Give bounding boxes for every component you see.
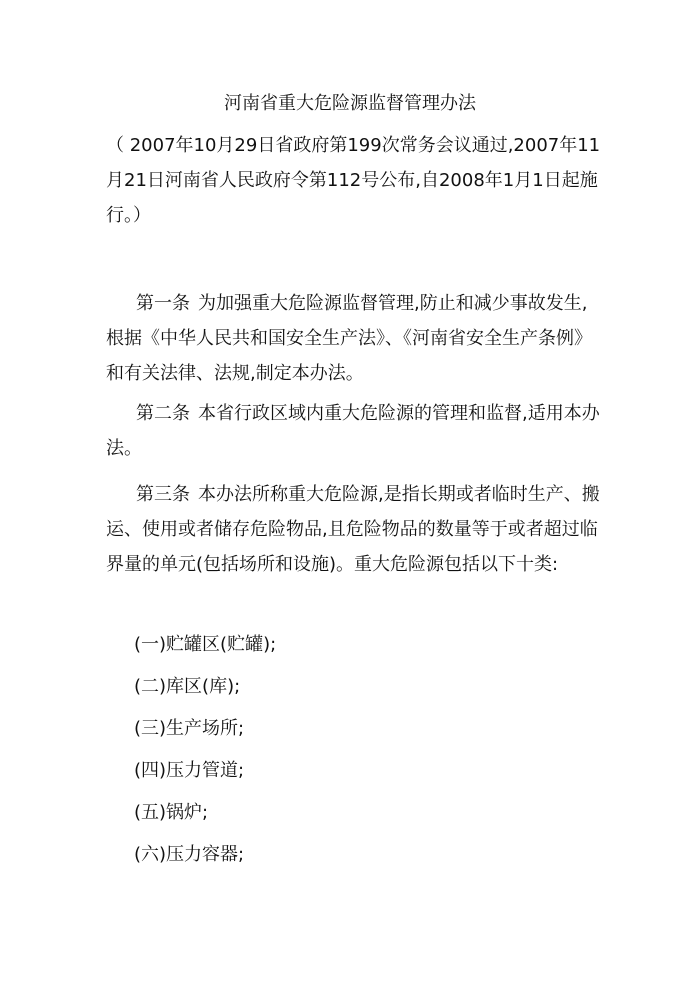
list-item: (六)压力容器;: [134, 844, 245, 865]
list-item: (二)库区(库);: [134, 676, 241, 697]
article-3-text: 本办法所称重大危险源,是指长期或者临时生产、搬运、使用或者储存危险物品,且危险物品的数量等于或者超过临界量的单元(包括场所和设施)。重大危险源包括以下十类:: [106, 484, 600, 575]
list-item: (一)贮罐区(贮罐);: [134, 634, 277, 655]
article-1: [106, 286, 602, 391]
article-1-heading: 第一条: [136, 293, 190, 314]
list-item: (五)锅炉;: [134, 802, 209, 823]
document-title: 河南省重大危险源监督管理办法: [224, 93, 476, 114]
article-3: [106, 477, 602, 582]
article-2: [106, 396, 602, 466]
article-1-text: 为加强重大危险源监督管理,防止和减少事故发生,根据《中华人民共和国安全生产法》、《河南省安全生产条例》和有关法律、法规,制定本办法。: [106, 293, 592, 384]
list-item: (四)压力管道;: [134, 760, 245, 781]
article-3-heading: 第三条: [136, 484, 190, 505]
list-item: (三)生产场所;: [134, 718, 245, 739]
article-2-heading: 第二条: [136, 403, 190, 424]
article-2-text: 本省行政区域内重大危险源的管理和监督,适用本办法。: [106, 403, 600, 459]
document-subtitle: （ 2007年10月29日省政府第199次常务会议通过,2007年11月21日河南省人民政府令第112号公布,自2008年1月1日起施行。）: [106, 135, 601, 226]
